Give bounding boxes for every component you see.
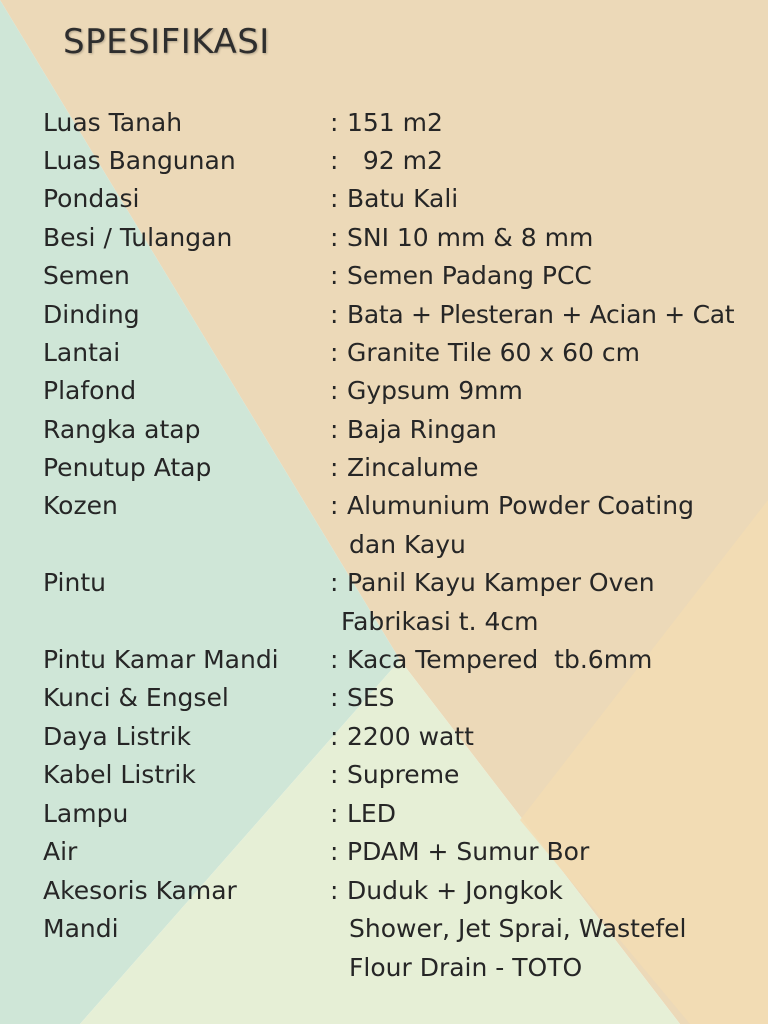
spec-colon: :: [330, 300, 339, 329]
spec-value: Zincalume: [347, 453, 479, 482]
spec-row-pintu-cont: [0, 603, 768, 641]
spec-row-lantai: [0, 334, 768, 372]
spec-row-penutup-atap: [0, 449, 768, 487]
spec-row-kozen-cont: [0, 526, 768, 564]
spec-colon: :: [330, 683, 339, 712]
spec-value: Batu Kali: [347, 184, 459, 213]
spec-value: Semen Padang PCC: [347, 261, 592, 290]
spec-value: Granite Tile 60 x 60 cm: [347, 338, 640, 367]
spec-row-pondasi: [0, 180, 768, 218]
spec-colon: :: [330, 108, 339, 137]
spec-row-mandi-cont: [0, 949, 768, 987]
spec-value: SNI 10 mm & 8 mm: [347, 223, 594, 252]
spec-row-air: [0, 833, 768, 871]
spec-colon: :: [330, 223, 339, 252]
spec-colon: :: [330, 376, 339, 405]
spec-value: Panil Kayu Kamper Oven: [347, 568, 655, 597]
spec-label: Kozen: [43, 491, 118, 520]
spec-value: Alumunium Powder Coating: [347, 491, 694, 520]
spec-label: Akesoris Kamar: [43, 876, 237, 905]
spec-row-kozen: [0, 487, 768, 525]
spec-colon: :: [330, 415, 339, 444]
spec-colon: :: [330, 799, 339, 828]
spec-value: Gypsum 9mm: [347, 376, 523, 405]
spec-value: PDAM + Sumur Bor: [347, 837, 590, 866]
spec-colon: :: [330, 146, 339, 175]
spec-label: Luas Bangunan: [43, 146, 236, 175]
spec-row-rangka-atap: [0, 411, 768, 449]
spec-value: Fabrikasi t. 4cm: [341, 607, 539, 636]
spec-value: Shower, Jet Sprai, Wastefel: [349, 914, 687, 943]
spec-label: Daya Listrik: [43, 722, 192, 751]
spec-row-lampu: [0, 795, 768, 833]
spec-row-kunci-engsel: [0, 679, 768, 717]
spec-label: Rangka atap: [43, 415, 201, 444]
spec-row-daya-listrik: [0, 718, 768, 756]
spec-row-luas-bangunan: [0, 142, 768, 180]
spec-label: Pintu: [43, 568, 106, 597]
spec-label: Plafond: [43, 376, 137, 405]
spec-row-mandi: [0, 910, 768, 948]
spec-label: Luas Tanah: [43, 108, 183, 137]
spec-row-semen: [0, 257, 768, 295]
spec-label: Besi / Tulangan: [43, 223, 233, 252]
spec-value: Bata + Plesteran + Acian + Cat: [347, 300, 735, 329]
spec-label: Lantai: [43, 338, 121, 367]
spec-label: Kunci & Engsel: [43, 683, 229, 712]
spec-row-plafond: [0, 372, 768, 410]
spec-label: Kabel Listrik: [43, 760, 196, 789]
spec-colon: :: [330, 760, 339, 789]
spec-row-besi-tulangan: [0, 219, 768, 257]
spec-label: Air: [43, 837, 78, 866]
spec-value: SES: [347, 683, 395, 712]
spec-colon: :: [330, 645, 339, 674]
spec-value: Kaca Tempered tb.6mm: [347, 645, 653, 674]
spec-value: Baja Ringan: [347, 415, 497, 444]
spec-value: LED: [347, 799, 396, 828]
spec-value: Duduk + Jongkok: [347, 876, 563, 905]
spec-label: Pondasi: [43, 184, 140, 213]
spec-value: 151 m2: [347, 108, 443, 137]
spec-colon: :: [330, 722, 339, 751]
spec-colon: :: [330, 876, 339, 905]
spec-label: Semen: [43, 261, 130, 290]
spec-label: Penutup Atap: [43, 453, 212, 482]
spec-row-akesoris-kamar: [0, 872, 768, 910]
spec-colon: :: [330, 568, 339, 597]
spec-colon: :: [330, 261, 339, 290]
spec-label: Lampu: [43, 799, 129, 828]
spec-label: Pintu Kamar Mandi: [43, 645, 279, 674]
spec-label: Dinding: [43, 300, 140, 329]
spec-row-pintu-kamar-mandi: [0, 641, 768, 679]
spec-value: Flour Drain - TOTO: [349, 953, 583, 982]
spec-colon: :: [330, 338, 339, 367]
spec-row-pintu: [0, 564, 768, 602]
spec-row-dinding: [0, 296, 768, 334]
spec-colon: :: [330, 453, 339, 482]
spec-row-luas-tanah: [0, 104, 768, 142]
spec-value: dan Kayu: [349, 530, 466, 559]
spec-value: 2200 watt: [347, 722, 474, 751]
spec-colon: :: [330, 491, 339, 520]
spec-value: 92 m2: [347, 146, 443, 175]
spec-label: Mandi: [43, 914, 119, 943]
page-title: SPESIFIKASI: [63, 22, 270, 62]
spec-colon: :: [330, 184, 339, 213]
spec-row-kabel-listrik: [0, 756, 768, 794]
spec-colon: :: [330, 837, 339, 866]
spec-value: Supreme: [347, 760, 460, 789]
